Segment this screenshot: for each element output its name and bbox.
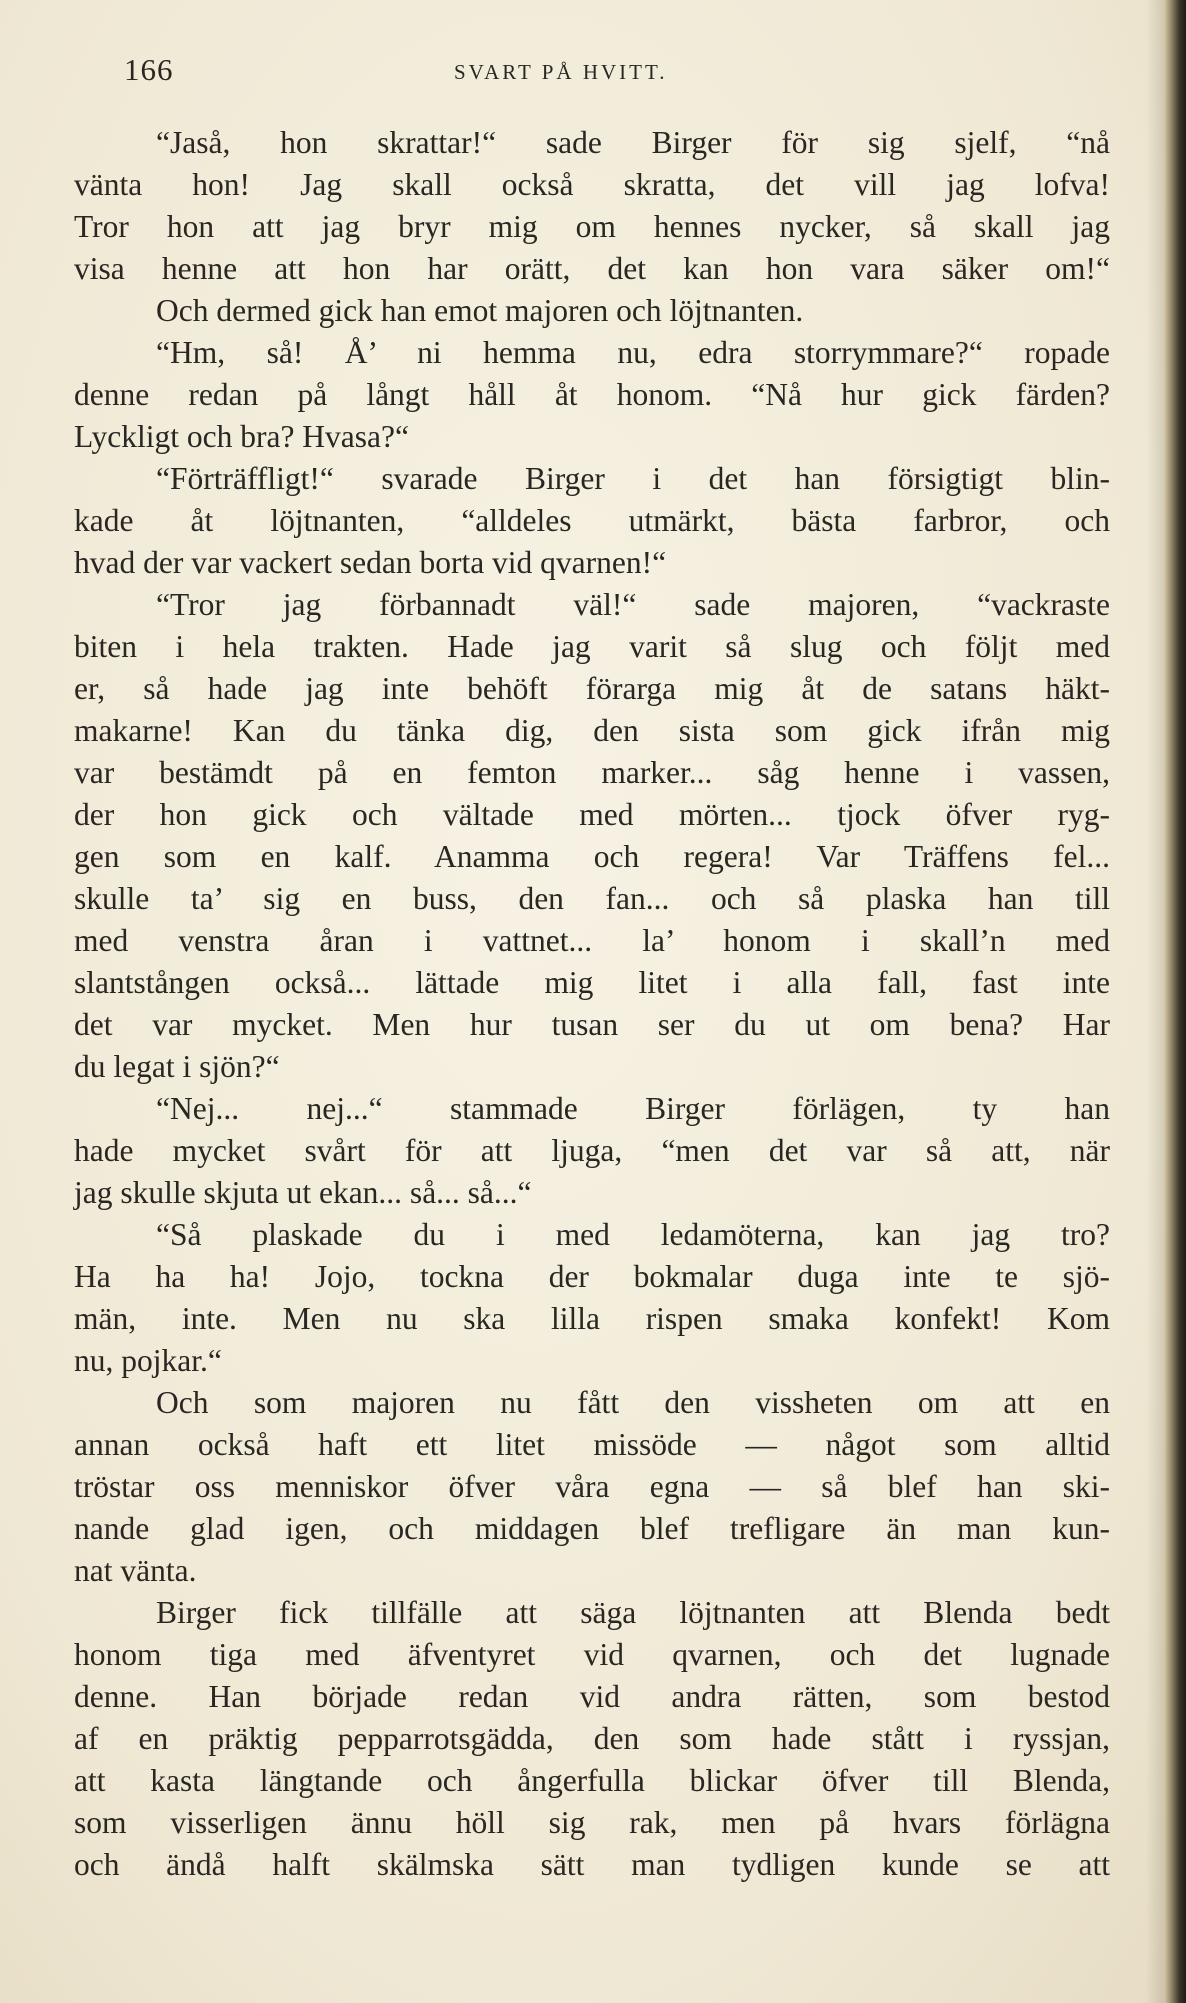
text-line: Tror hon att jag bryr mig om hennes nycker, så skall jag	[74, 209, 1110, 244]
running-head: SVART PÅ HVITT.	[454, 60, 668, 84]
text-line: tröstar oss menniskor öfver våra egna — så blef han ski-	[74, 1469, 1110, 1504]
text-line: kade åt löjtnanten, “alldeles utmärkt, bästa farbror, och	[74, 503, 1110, 538]
text-line: jag skulle skjuta ut ekan... så... så...“	[74, 1175, 532, 1210]
text-line: honom tiga med äfventyret vid qvarnen, och det lugnade	[74, 1637, 1110, 1672]
text-line: visa henne att hon har orätt, det kan hon vara säker om!“	[74, 251, 1110, 286]
text-line: du legat i sjön?“	[74, 1049, 280, 1084]
text-line: “Så plaskade du i med ledamöterna, kan jag tro?	[156, 1217, 1110, 1252]
text-line: annan också haft ett litet missöde — något som alltid	[74, 1427, 1110, 1462]
text-line: “Hm, så! Å’ ni hemma nu, edra storrymmare?“ ropade	[156, 335, 1110, 370]
text-line: var bestämdt på en femton marker... såg henne i vassen,	[74, 755, 1110, 790]
text-line: “Förträffligt!“ svarade Birger i det han försigtigt blin-	[156, 461, 1110, 496]
text-line: Birger fick tillfälle att säga löjtnanten att Blenda bedt	[156, 1595, 1110, 1630]
text-line: hvad der var vackert sedan borta vid qvarnen!“	[74, 545, 667, 580]
text-line: biten i hela trakten. Hade jag varit så slug och följt med	[74, 629, 1110, 664]
text-line: nat vänta.	[74, 1553, 197, 1588]
text-line: slantstången också... lättade mig litet i alla fall, fast inte	[74, 965, 1110, 1000]
text-line: vänta hon! Jag skall också skratta, det vill jag lofva!	[74, 167, 1110, 202]
text-line: och ändå halft skälmska sätt man tydligen kunde se att	[74, 1847, 1110, 1882]
text-line: med venstra åran i vattnet... la’ honom i skall’n med	[74, 923, 1110, 958]
body-text	[74, 122, 1110, 1886]
text-line: Och som majoren nu fått den vissheten om att en	[156, 1385, 1110, 1420]
text-line: Lyckligt och bra? Hvasa?“	[74, 419, 409, 454]
page-number: 166	[124, 52, 174, 87]
text-line: der hon gick och vältade med mörten... tjock öfver ryg-	[74, 797, 1110, 832]
text-line: nu, pojkar.“	[74, 1343, 222, 1378]
page-gutter-shadow	[1146, 0, 1164, 2003]
text-line: af en präktig pepparrotsgädda, den som hade stått i ryssjan,	[74, 1721, 1110, 1756]
book-spine-edge	[1164, 0, 1186, 2003]
text-line: som visserligen ännu höll sig rak, men på hvars förlägna	[74, 1805, 1110, 1840]
page-header	[124, 52, 1114, 100]
text-line: män, inte. Men nu ska lilla rispen smaka konfekt! Kom	[74, 1301, 1110, 1336]
text-line: det var mycket. Men hur tusan ser du ut om bena? Har	[74, 1007, 1110, 1042]
text-line: makarne! Kan du tänka dig, den sista som gick ifrån mig	[74, 713, 1110, 748]
text-line: att kasta längtande och ångerfulla blickar öfver till Blenda,	[74, 1763, 1110, 1798]
text-line: gen som en kalf. Anamma och regera! Var Träffens fel...	[74, 839, 1110, 874]
text-line: “Jaså, hon skrattar!“ sade Birger för sig sjelf, “nå	[156, 125, 1110, 160]
text-line: denne redan på långt håll åt honom. “Nå hur gick färden?	[74, 377, 1110, 412]
text-line: Och dermed gick han emot majoren och löjtnanten.	[156, 293, 804, 328]
text-line: “Tror jag förbannadt väl!“ sade majoren, “vackraste	[156, 587, 1110, 622]
text-line: skulle ta’ sig en buss, den fan... och så plaska han till	[74, 881, 1110, 916]
text-line: er, så hade jag inte behöft förarga mig åt de satans häkt-	[74, 671, 1110, 706]
text-line: denne. Han började redan vid andra rätten, som bestod	[74, 1679, 1110, 1714]
text-line: Ha ha ha! Jojo, tockna der bokmalar duga inte te sjö-	[74, 1259, 1110, 1294]
text-line: hade mycket svårt för att ljuga, “men det var så att, när	[74, 1133, 1110, 1168]
text-line: nande glad igen, och middagen blef trefligare än man kun-	[74, 1511, 1110, 1546]
text-line: “Nej... nej...“ stammade Birger förlägen, ty han	[156, 1091, 1110, 1126]
